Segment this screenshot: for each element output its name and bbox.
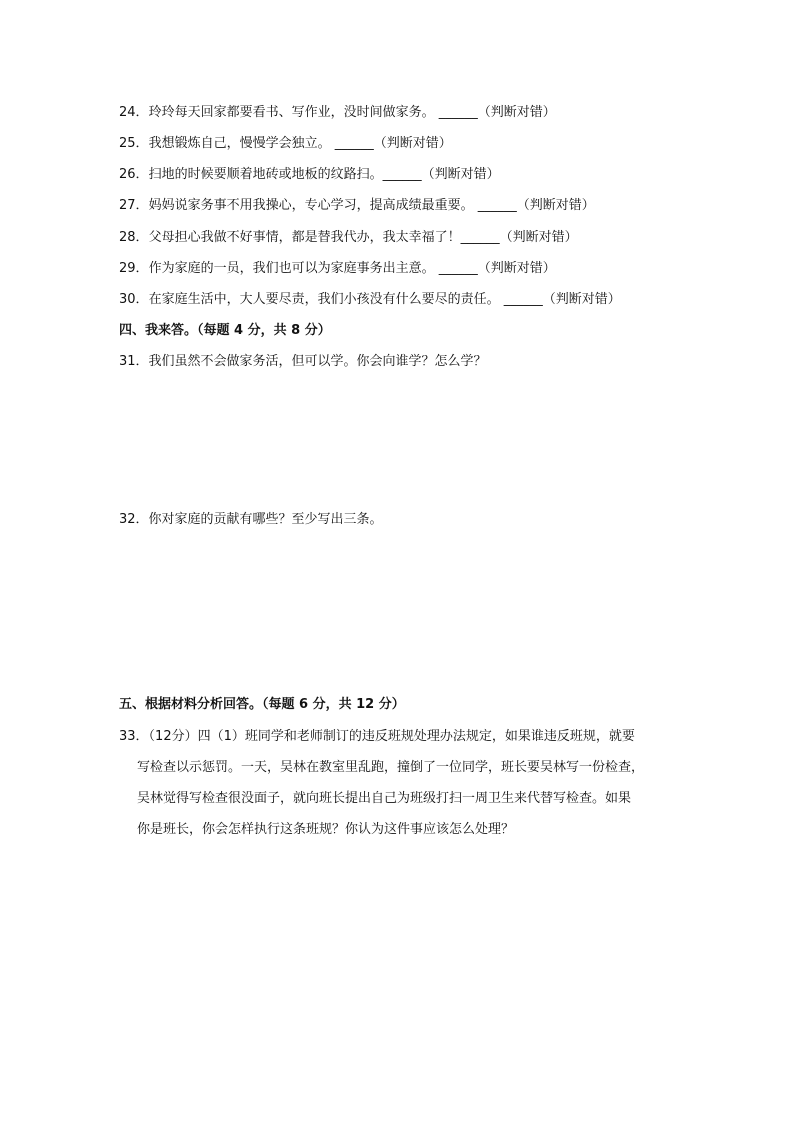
item-text: 父母担心我做不好事情，都是替我代办，我太幸福了！______（判断对错）	[148, 230, 578, 245]
section-5-title: 五、根据材料分析回答。（每题 6 分，共 12 分）	[119, 697, 405, 712]
question-33-line-4: 你是班长，你会怎样执行这条班规？你认为这件事应该怎么处理？	[137, 822, 515, 837]
item-text: 扫地的时候要顺着地砖或地板的纹路扫。______（判断对错）	[148, 167, 500, 182]
item-text: 我想锻炼自己，慢慢学会独立。 ______（判断对错）	[148, 136, 452, 151]
judge-item-28: 28．父母担心我做不好事情，都是替我代办，我太幸福了！______（判断对错）	[119, 230, 578, 245]
item-number: 28	[119, 230, 136, 245]
judge-item-26: 26．扫地的时候要顺着地砖或地板的纹路扫。______（判断对错）	[119, 167, 500, 182]
judge-item-24: 24．玲玲每天回家都要看书、写作业，没时间做家务。 ______（判断对错）	[119, 105, 556, 120]
item-text: 妈妈说家务事不用我操心，专心学习，提高成绩最重要。 ______（判断对错）	[148, 198, 595, 213]
question-33	[119, 721, 679, 845]
item-text: 玲玲每天回家都要看书、写作业，没时间做家务。 ______（判断对错）	[148, 105, 556, 120]
judge-item-25: 25．我想锻炼自己，慢慢学会独立。 ______（判断对错）	[119, 136, 452, 151]
section-4-title: 四、我来答。（每题 4 分，共 8 分）	[119, 323, 331, 338]
item-number: 25	[119, 136, 136, 151]
item-text: 作为家庭的一员，我们也可以为家庭事务出主意。 ______（判断对错）	[148, 261, 556, 276]
item-number: 27	[119, 198, 136, 213]
question-31: 31．我们虽然不会做家务活，但可以学。你会向谁学？怎么学？	[119, 354, 487, 369]
item-number: 24	[119, 105, 136, 120]
item-number: 30	[119, 292, 136, 307]
item-number: 29	[119, 261, 136, 276]
item-number: 26	[119, 167, 136, 182]
judge-item-27: 27．妈妈说家务事不用我操心，专心学习，提高成绩最重要。 ______（判断对错）	[119, 198, 595, 213]
question-32: 32．你对家庭的贡献有哪些？至少写出三条。	[119, 512, 383, 527]
question-33-line-1: 33．（12分）四（1）班同学和老师制订的违反班规处理办法规定，如果谁违反班规，就要	[119, 729, 635, 744]
question-33-line-2: 写检查以示惩罚。一天，吴林在教室里乱跑，撞倒了一位同学，班长要吴林写一份检查，	[137, 760, 645, 775]
judge-item-29: 29．作为家庭的一员，我们也可以为家庭事务出主意。 ______（判断对错）	[119, 261, 556, 276]
item-text: 在家庭生活中，大人要尽责，我们小孩没有什么要尽的责任。 ______（判断对错）	[148, 292, 621, 307]
judge-item-30: 30．在家庭生活中，大人要尽责，我们小孩没有什么要尽的责任。 ______（判断对错）	[119, 292, 621, 307]
question-33-line-3: 吴林觉得写检查很没面子，就向班长提出自己为班级打扫一周卫生来代替写检查。如果	[137, 791, 632, 806]
